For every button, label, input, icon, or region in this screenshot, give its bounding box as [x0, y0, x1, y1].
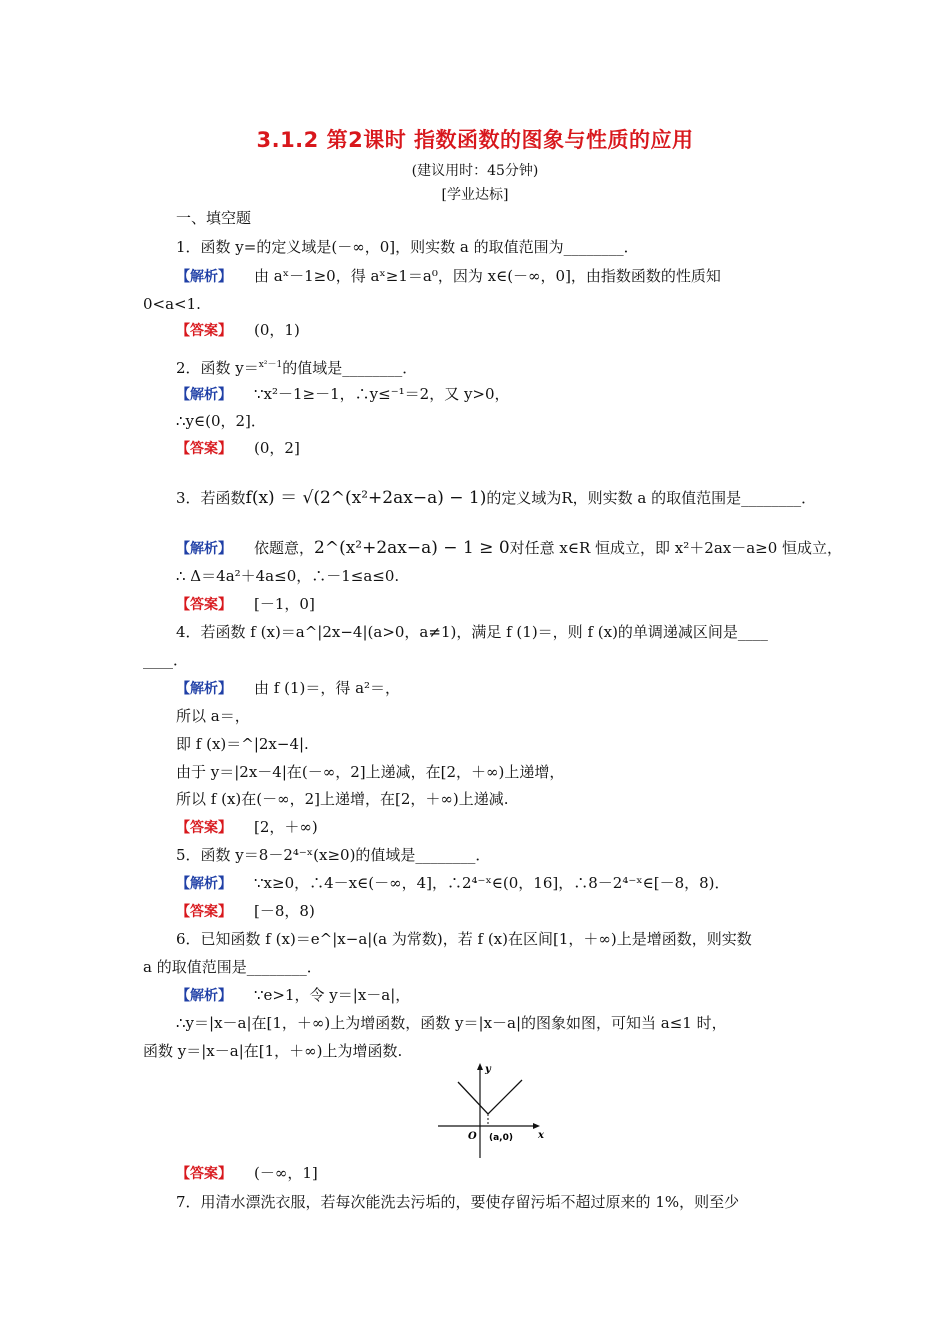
q2-text-post: 的值域是________．	[282, 359, 418, 377]
q1-answer	[176, 320, 300, 341]
q4-text-line1: 4．若函数 f (x)＝a^|2x−4|(a>0，a≠1)，满足 f (1)＝，则 f (x)的单调递减区间是____	[176, 623, 768, 641]
daan-tag: 【答案】	[176, 904, 232, 920]
q2-answer-value: (0，2]	[254, 439, 300, 457]
q5-solution-text: ∵x≥0，∴4－x∈(－∞，4]，∴2⁴⁻ˣ∈(0，16]，∴8－2⁴⁻ˣ∈[－8，8)．	[254, 874, 730, 892]
q5-answer-value: [－8，8)	[254, 902, 315, 920]
q2-exponent: x²－1	[258, 360, 283, 370]
y-axis-arrow	[477, 1063, 483, 1070]
q6-answer	[176, 1163, 318, 1184]
q6-answer-value: (－∞，1]	[254, 1164, 318, 1182]
y-axis-label: y	[485, 1064, 491, 1075]
q3-answer-value: [－1，0]	[254, 595, 315, 613]
q3-text	[176, 488, 816, 508]
daan-tag: 【答案】	[176, 597, 232, 613]
jiexi-tag: 【解析】	[176, 541, 232, 557]
part-heading: 一、填空题	[176, 209, 252, 227]
q6-text-line1: 6．已知函数 f (x)＝e^|x−a|(a 为常数)，若 f (x)在区间[1，＋∞)上是增函数，则实数	[176, 930, 752, 948]
origin-label: O	[468, 1131, 477, 1142]
q2-answer	[176, 438, 300, 459]
q1-solution-text: 由 aˣ－1≥0，得 aˣ≥1＝a⁰，因为 x∈(－∞，0]，由指数函数的性质知	[254, 267, 721, 285]
q3-formula: f(x) ＝ √(2^(x²+2ax−a) − 1)	[245, 488, 487, 508]
time-note: (建议用时：45分钟)	[411, 163, 539, 179]
q4-solution-line4: 由于 y＝|2x－4|在(－∞，2]上递减，在[2，＋∞)上递增，	[176, 763, 565, 781]
x-axis-arrow	[533, 1123, 540, 1129]
jiexi-tag: 【解析】	[176, 387, 232, 403]
q6-text-line2: a 的取值范围是________．	[143, 958, 322, 976]
q6-solution-line3: 函数 y＝|x－a|在[1，＋∞)上为增函数.	[143, 1042, 403, 1060]
daan-tag: 【答案】	[176, 1166, 232, 1182]
q4-solution-line1	[176, 678, 400, 699]
q2-text-pre: 2．函数 y＝	[176, 359, 259, 377]
q6-solution-text: ∵e>1，令 y＝|x－a|，	[254, 986, 411, 1004]
q5-text: 5．函数 y＝8－2⁴⁻ˣ(x≥0)的值域是________．	[176, 846, 491, 864]
q1-solution-line2: 0<a<1.	[143, 295, 201, 313]
q1-answer-value: (0，1)	[254, 321, 300, 339]
q2-solution-text: ∵x²－1≥－1，∴y≤⁻¹＝2，又 y>0，	[254, 385, 510, 403]
graph-line	[458, 1080, 522, 1114]
q6-solution-line1	[176, 985, 410, 1006]
q4-solution-line2: 所以 a＝，	[176, 707, 250, 725]
q3-solution-line1	[176, 538, 842, 559]
q3-text-pre: 3．若函数	[176, 489, 246, 507]
q3-text-post: 的定义域为R，则实数 a 的取值范围是________．	[486, 489, 817, 507]
q4-text-line2: ____．	[143, 651, 189, 669]
jiexi-tag: 【解析】	[176, 269, 232, 285]
q3-solution-line2: ∴ Δ＝4a²＋4a≤0，∴－1≤a≤0.	[176, 567, 400, 585]
point-label: (a,0)	[489, 1133, 513, 1143]
q4-answer-value: [2，＋∞)	[254, 818, 318, 836]
q2-text	[176, 355, 417, 378]
q3-solution-pre: 依题意，	[254, 539, 315, 557]
q7-text: 7．用清水漂洗衣服，若每次能洗去污垢的，要使存留污垢不超过原来的 1%，则至少	[176, 1193, 740, 1211]
q2-solution-line1	[176, 384, 510, 405]
daan-tag: 【答案】	[176, 323, 232, 339]
q4-solution-line5: 所以 f (x)在(－∞，2]上递增，在[2，＋∞)上递减.	[176, 790, 509, 808]
q2-solution-line2: ∴y∈(0，2]．	[176, 412, 266, 430]
q5-answer	[176, 901, 315, 922]
absolute-value-graph	[434, 1060, 546, 1160]
daan-tag: 【答案】	[176, 441, 232, 457]
q3-answer	[176, 594, 315, 615]
q4-solution-text: 由 f (1)＝，得 a²＝，	[254, 679, 401, 697]
q5-solution-line1	[176, 873, 730, 894]
q6-solution-line2: ∴y＝|x－a|在[1，＋∞)上为增函数，函数 y＝|x－a|的图象如图，可知当 a≤1 时，	[176, 1014, 727, 1032]
q4-answer	[176, 817, 318, 838]
daan-tag: 【答案】	[176, 820, 232, 836]
jiexi-tag: 【解析】	[176, 876, 232, 892]
section-label: [学业达标]	[441, 187, 509, 203]
jiexi-tag: 【解析】	[176, 681, 232, 697]
page-title: 3.1.2 第2课时 指数函数的图象与性质的应用	[256, 128, 694, 152]
q4-solution-line3: 即 f (x)＝^|2x−4|.	[176, 735, 309, 753]
q1-solution-line1	[176, 266, 721, 287]
jiexi-tag: 【解析】	[176, 988, 232, 1004]
q1-text: 1．函数 y=的定义域是(－∞，0]，则实数 a 的取值范围为________．	[176, 238, 639, 256]
q3-solution-formula: 2^(x²+2ax−a) − 1 ≥ 0	[314, 538, 510, 558]
x-axis-label: x	[538, 1130, 544, 1141]
q3-solution-post: 对任意 x∈R 恒成立，即 x²＋2ax－a≥0 恒成立，	[509, 539, 843, 557]
